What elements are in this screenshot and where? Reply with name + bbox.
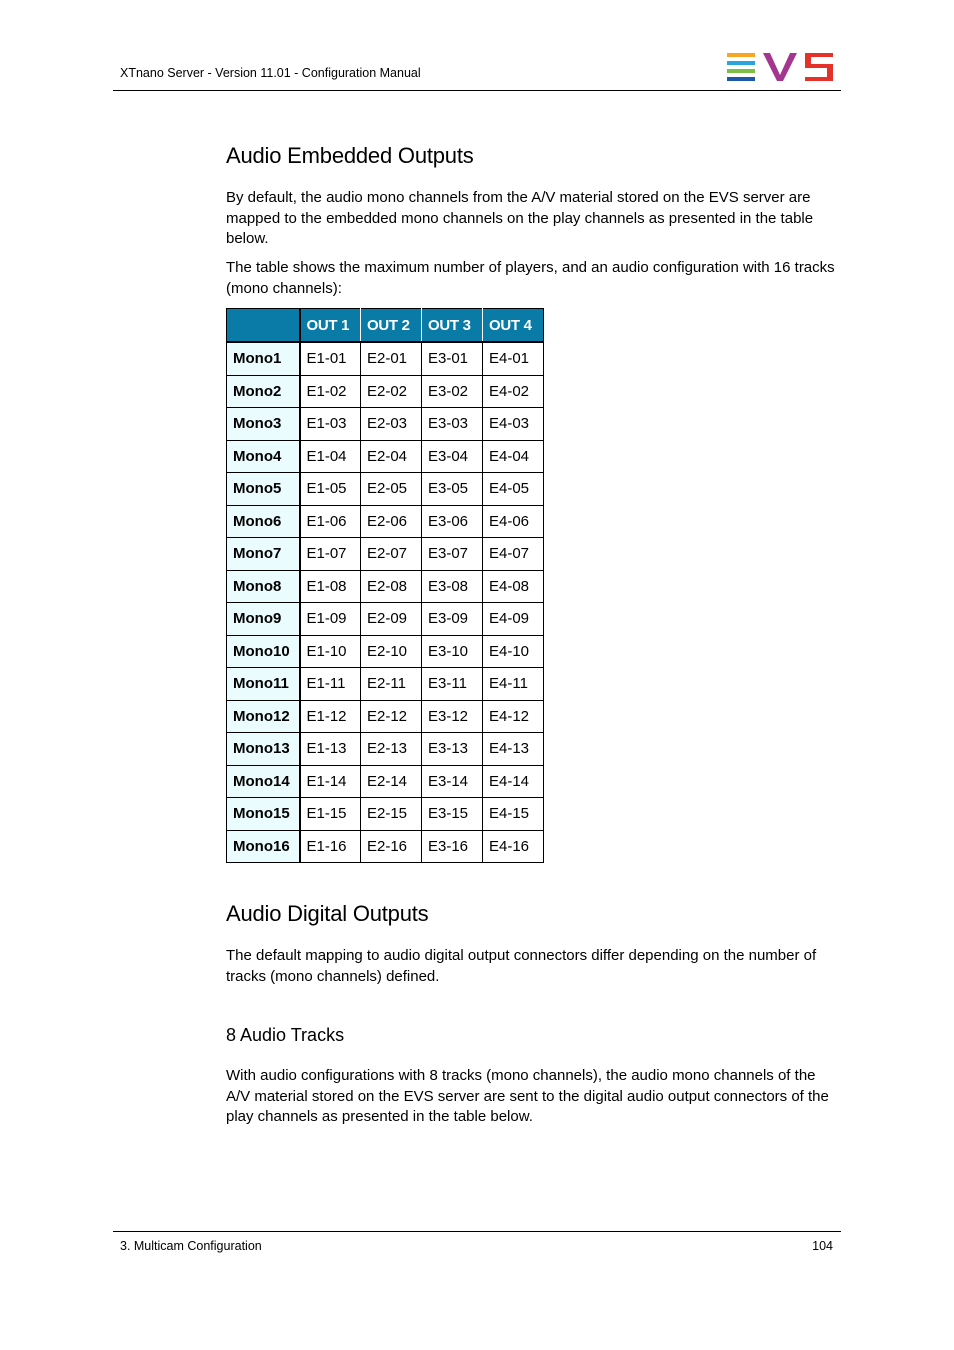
row-header-cell: Mono3 — [227, 408, 300, 441]
table-cell: E1-02 — [300, 375, 361, 408]
table-cell: E4-08 — [483, 570, 544, 603]
table-cell: E2-03 — [361, 408, 422, 441]
table-row — [227, 603, 544, 636]
table-row — [227, 700, 544, 733]
table-row — [227, 375, 544, 408]
header-title: XTnano Server - Version 11.01 - Configuration Manual — [120, 66, 421, 80]
column-header: OUT 3 — [422, 309, 483, 343]
table-cell: E4-14 — [483, 765, 544, 798]
digital-intro-paragraph: The default mapping to audio digital output connectors differ depending on the number of tracks (mono channels) defined. — [226, 947, 817, 985]
table-cell: E2-07 — [361, 538, 422, 571]
row-header-cell: Mono11 — [227, 668, 300, 701]
table-cell: E4-01 — [483, 342, 544, 375]
table-cell: E2-09 — [361, 603, 422, 636]
row-header-cell: Mono9 — [227, 603, 300, 636]
table-cell: E4-15 — [483, 798, 544, 831]
table-cell: E3-06 — [422, 505, 483, 538]
table-row — [227, 440, 544, 473]
table-header-row — [227, 309, 544, 343]
table-cell: E4-04 — [483, 440, 544, 473]
page-header — [113, 48, 841, 91]
table-cell: E2-08 — [361, 570, 422, 603]
table-row — [227, 342, 544, 375]
table-cell: E2-02 — [361, 375, 422, 408]
table-cell: E4-12 — [483, 700, 544, 733]
embedded-table-intro: The table shows the maximum number of players, and an audio configuration with 16 tracks (mono channels): — [226, 259, 835, 297]
section-heading-digital: Audio Digital Outputs — [226, 901, 429, 926]
table-cell: E3-05 — [422, 473, 483, 506]
table-cell: E1-09 — [300, 603, 361, 636]
table-cell: E2-10 — [361, 635, 422, 668]
table-cell: E2-13 — [361, 733, 422, 766]
table-cell: E1-10 — [300, 635, 361, 668]
table-cell: E3-07 — [422, 538, 483, 571]
row-header-cell: Mono6 — [227, 505, 300, 538]
table-cell: E3-04 — [422, 440, 483, 473]
footer-chapter: 3. Multicam Configuration — [120, 1239, 262, 1253]
8-tracks-paragraph: With audio configurations with 8 tracks (mono channels), the audio mono channels of the A/V material stored on the EVS server are sent to the digital audio output connectors of the play channels as presented in the table below. — [226, 1067, 829, 1125]
table-cell: E1-07 — [300, 538, 361, 571]
table-cell: E1-01 — [300, 342, 361, 375]
table-cell: E1-15 — [300, 798, 361, 831]
table-cell: E1-14 — [300, 765, 361, 798]
row-header-cell: Mono7 — [227, 538, 300, 571]
table-row — [227, 408, 544, 441]
table-row — [227, 570, 544, 603]
row-header-cell: Mono4 — [227, 440, 300, 473]
table-cell: E4-16 — [483, 830, 544, 863]
table-cell: E1-04 — [300, 440, 361, 473]
table-cell: E3-08 — [422, 570, 483, 603]
embedded-intro-paragraph: By default, the audio mono channels from the A/V material stored on the EVS server are mapped to the embedded mono channels on the play channels as presented in the table below. — [226, 189, 814, 247]
table-row — [227, 473, 544, 506]
table-cell: E4-02 — [483, 375, 544, 408]
subsection-heading-8-tracks: 8 Audio Tracks — [226, 1025, 345, 1045]
table-cell: E1-11 — [300, 668, 361, 701]
table-cell: E3-10 — [422, 635, 483, 668]
audio-embedded-table — [226, 308, 544, 863]
table-cell: E3-14 — [422, 765, 483, 798]
column-header: OUT 1 — [300, 309, 361, 343]
table-cell: E1-12 — [300, 700, 361, 733]
table-cell: E1-03 — [300, 408, 361, 441]
table-cell: E2-14 — [361, 765, 422, 798]
table-cell: E2-16 — [361, 830, 422, 863]
row-header-cell: Mono15 — [227, 798, 300, 831]
table-cell: E4-10 — [483, 635, 544, 668]
table-cell: E3-03 — [422, 408, 483, 441]
table-row — [227, 733, 544, 766]
row-header-cell: Mono1 — [227, 342, 300, 375]
row-header-cell: Mono2 — [227, 375, 300, 408]
section-heading-embedded: Audio Embedded Outputs — [226, 143, 474, 168]
column-header: OUT 2 — [361, 309, 422, 343]
table-cell: E3-16 — [422, 830, 483, 863]
table-cell: E4-07 — [483, 538, 544, 571]
table-cell: E1-06 — [300, 505, 361, 538]
table-cell: E3-11 — [422, 668, 483, 701]
table-cell: E1-05 — [300, 473, 361, 506]
table-cell: E4-13 — [483, 733, 544, 766]
table-cell: E2-01 — [361, 342, 422, 375]
table-cell: E3-01 — [422, 342, 483, 375]
table-row — [227, 505, 544, 538]
table-cell: E3-12 — [422, 700, 483, 733]
row-header-cell: Mono16 — [227, 830, 300, 863]
column-header: OUT 4 — [483, 309, 544, 343]
table-row — [227, 635, 544, 668]
table-cell: E2-12 — [361, 700, 422, 733]
table-cell: E1-13 — [300, 733, 361, 766]
table-cell: E4-03 — [483, 408, 544, 441]
table-row — [227, 830, 544, 863]
table-row — [227, 668, 544, 701]
table-cell: E2-15 — [361, 798, 422, 831]
table-row — [227, 798, 544, 831]
row-header-cell: Mono10 — [227, 635, 300, 668]
table-cell: E2-04 — [361, 440, 422, 473]
table-cell: E3-02 — [422, 375, 483, 408]
table-cell: E1-16 — [300, 830, 361, 863]
table-cell: E3-13 — [422, 733, 483, 766]
row-header-cell: Mono5 — [227, 473, 300, 506]
table-row — [227, 538, 544, 571]
table-cell: E2-11 — [361, 668, 422, 701]
table-cell: E3-15 — [422, 798, 483, 831]
evs-logo — [727, 53, 833, 81]
row-header-cell: Mono13 — [227, 733, 300, 766]
page-footer — [113, 1231, 841, 1253]
table-row — [227, 765, 544, 798]
page-number: 104 — [812, 1239, 833, 1253]
table-cell: E2-05 — [361, 473, 422, 506]
table-cell: E1-08 — [300, 570, 361, 603]
row-header-cell: Mono14 — [227, 765, 300, 798]
table-cell: E4-06 — [483, 505, 544, 538]
table-cell: E4-11 — [483, 668, 544, 701]
table-cell: E3-09 — [422, 603, 483, 636]
row-header-cell: Mono8 — [227, 570, 300, 603]
table-corner-cell — [227, 309, 300, 343]
row-header-cell: Mono12 — [227, 700, 300, 733]
table-cell: E4-05 — [483, 473, 544, 506]
table-cell: E4-09 — [483, 603, 544, 636]
table-cell: E2-06 — [361, 505, 422, 538]
